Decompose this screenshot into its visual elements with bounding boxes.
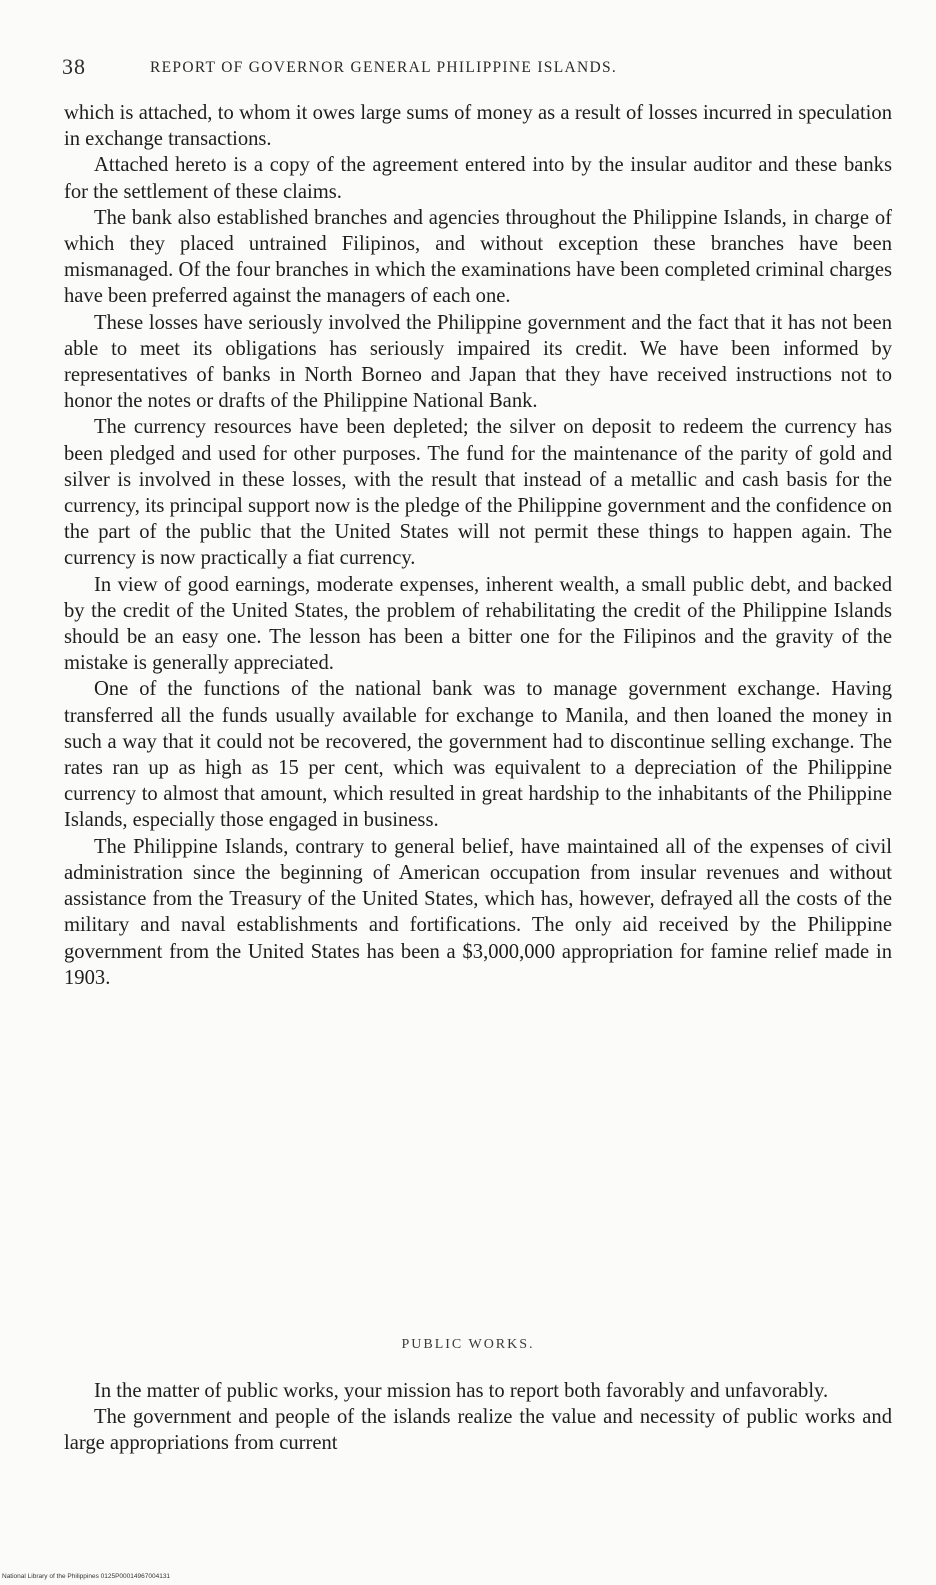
paragraph: which is attached, to whom it owes large sums of money as a result of losses incurred in speculation in exchange transactions. (64, 102, 892, 151)
page-number: 38 (62, 54, 86, 79)
paragraph: One of the functions of the national bank was to manage government exchange. Having transferred all the funds usually available for exchange to Manila, and then loaned the money in such a way that it could not be recovered, the government had to discontinue selling exchange. The rates ran up as high as 15 per cent, which was equivalent to a depreciation of the Philippine currency to almost that amount, which resulted in great hardship to the inhabitants of the Philippine Islands, especially those engaged in business. (64, 678, 892, 832)
paragraph: These losses have seriously involved the Philippine government and the fact that it has not been able to meet its obligations has seriously impaired its credit. We have been informed by representatives of banks in North Borneo and Japan that they have received instructions not to honor the notes or drafts of the Philippine National Bank. (64, 311, 892, 413)
section-text (64, 1378, 892, 1457)
footer-credit: National Library of the Philippines 0125P00014967004131 (2, 1573, 171, 1580)
paragraph: The currency resources have been depleted; the silver on deposit to redeem the currency has been pledged and used for other purposes. The fund for the maintenance of the parity of gold and silver is involved in these losses, with the result that instead of a metallic and cash basis for the currency, its principal support now is the pledge of the Philippine government and the confidence on the part of the public that the United States will not permit these things to happen again. The currency is now practically a fiat currency. (64, 416, 892, 570)
paragraph: In view of good earnings, moderate expenses, inherent wealth, a small public debt, and backed by the credit of the United States, the problem of rehabilitating the credit of the Philippine Islands should be an easy one. The lesson has been a bitter one for the Filipinos and the gravity of the mistake is generally appreciated. (64, 573, 892, 675)
paragraph: Attached hereto is a copy of the agreement entered into by the insular auditor and these banks for the settlement of these claims. (64, 154, 892, 203)
body-text (64, 100, 892, 991)
page-header (62, 54, 892, 84)
section-heading: PUBLIC WORKS. (401, 1337, 535, 1352)
paragraph: The government and people of the islands realize the value and necessity of public works and large appropriations from current (64, 1406, 892, 1455)
running-head: REPORT OF GOVERNOR GENERAL PHILIPPINE ISLANDS. (150, 59, 618, 76)
paragraph: The bank also established branches and agencies throughout the Philippine Islands, in charge of which they placed untrained Filipinos, and without exception these branches have been mismanaged. Of the four branches in which the examinations have been completed criminal charges have been preferred against the managers of each one. (64, 206, 892, 308)
paragraph: In the matter of public works, your mission has to report both favorably and unfavorably. (94, 1380, 829, 1402)
paragraph: The Philippine Islands, contrary to general belief, have maintained all of the expenses of civil administration since the beginning of American occupation from insular revenues and without assistance from the Treasury of the United States, which has, however, defrayed all the costs of the military and naval establishments and fortifications. The only aid received by the Philippine government from the United States has been a $3,000,000 appropriation for famine relief made in 1903. (64, 835, 892, 989)
